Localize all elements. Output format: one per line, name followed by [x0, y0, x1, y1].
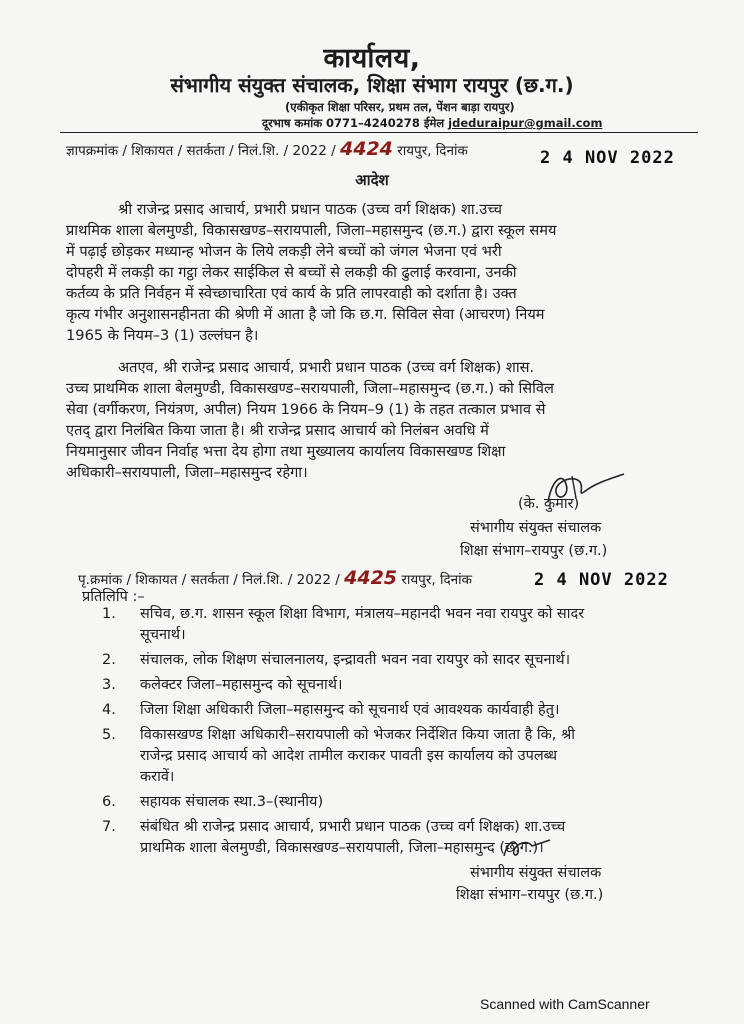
signatory-division: शिक्षा संभाग–रायपुर (छ.ग.) [456, 887, 604, 903]
signatory-designation: संभागीय संयुक्त संचालक [470, 865, 602, 881]
date-stamp: 2 4 NOV 2022 [540, 148, 675, 168]
list-line: प्राथमिक शाला बेलमुण्डी, विकासखण्ड–सरायपाली, जिला–महासमुन्द (छ.ग.)। [140, 840, 544, 856]
signature-scribble-2 [498, 834, 558, 862]
paragraph-line: में पढ़ाई छोड़कर मध्यान्ह भोजन के लिये लकड़ी लेने बच्चों को जंगल भेजना एवं भरी [66, 243, 502, 260]
list-line: सूचनार्थ। [140, 627, 186, 643]
order-paragraph-1 [66, 199, 682, 346]
scanner-watermark: Scanned with CamScanner [480, 996, 650, 1012]
paragraph-line: अतएव, श्री राजेन्द्र प्रसाद आचार्य, प्रभारी प्रधान पाठक (उच्च वर्ग शिक्षक) शास. [118, 359, 535, 376]
list-number: 5. [102, 727, 116, 743]
list-line: संचालक, लोक शिक्षण संचालनालय, इन्द्रावती भवन नवा रायपुर को सादर सूचनार्थ। [140, 652, 571, 668]
office-heading: कार्यालय, [323, 43, 421, 74]
date-stamp: 2 4 NOV 2022 [534, 570, 669, 590]
signatory-designation: संभागीय संयुक्त संचालक [470, 520, 602, 536]
signatory-division: शिक्षा संभाग–रायपुर (छ.ग.) [460, 543, 608, 559]
paragraph-line: अधिकारी–सरायपाली, जिला–महासमुन्द रहेगा। [66, 464, 308, 481]
list-line: संबंधित श्री राजेन्द्र प्रसाद आचार्य, प्रभारी प्रधान पाठक (उच्च वर्ग शिक्षक) शा.उच्च [140, 819, 566, 835]
list-number: 2. [102, 652, 116, 668]
list-line: राजेन्द्र प्रसाद आचार्य को आदेश तामील कराकर पावती इस कार्यालय को उपलब्ध [140, 748, 558, 764]
copy-label: प्रतिलिपि :– [82, 589, 145, 605]
paragraph-line: उच्च प्राथमिक शाला बेलमुण्डी, विकासखण्ड–सरायपाली, जिला–महासमुन्द (छ.ग.) को सिविल [66, 380, 554, 397]
paragraph-line: सेवा (वर्गीकरण, नियंत्रण, अपील) नियम 1966 के नियम–9 (1) के तहत तत्काल प्रभाव से [66, 401, 546, 418]
office-title: संभागीय संयुक्त संचालक, शिक्षा संभाग रायपुर (छ.ग.) [170, 73, 574, 97]
paragraph-line: एतद् द्वारा निलंबित किया जाता है। श्री राजेन्द्र प्रसाद आचार्य को निलंबन अवधि में [66, 422, 489, 439]
place-date-label: रायपुर, दिनांक [397, 143, 468, 159]
phone-line: दूरभाष कमांक 0771–4240278 ईमेल [262, 116, 445, 130]
list-number: 4. [102, 702, 116, 718]
list-number: 7. [102, 819, 116, 835]
list-line: सहायक संचालक स्था.3–(स्थानीय) [140, 794, 324, 810]
place-date-label: रायपुर, दिनांक [401, 572, 472, 588]
reference-line-1 [66, 138, 468, 160]
list-line: सचिव, छ.ग. शासन स्कूल शिक्षा विभाग, मंत्रालय–महानदी भवन नवा रायपुर को सादर [140, 606, 585, 622]
list-line: कलेक्टर जिला–महासमुन्द को सूचनार्थ। [140, 677, 343, 693]
list-item [102, 700, 682, 721]
paragraph-line: श्री राजेन्द्र प्रसाद आचार्य, प्रभारी प्रधान पाठक (उच्च वर्ग शिक्षक) शा.उच्च [118, 201, 503, 218]
paragraph-line: प्राथमिक शाला बेलमुण्डी, विकासखण्ड–सरायपाली, जिला–महासमुन्द (छ.ग.) द्वारा स्कूल समय [66, 222, 557, 239]
list-item [102, 650, 682, 671]
list-item [102, 675, 682, 696]
office-address: (एकीकृत शिक्षा परिसर, प्रथम तल, पेंशन बाड़ा रायपुर) [285, 100, 515, 114]
reference-prefix: पृ.क्रमांक / शिकायत / सतर्कता / निलं.शि. / 2022 / [78, 572, 340, 588]
paragraph-line: 1965 के नियम–3 (1) उल्लंघन है। [66, 327, 259, 344]
list-item [102, 817, 682, 859]
reference-prefix: ज्ञापक्रमांक / शिकायत / सतर्कता / निलं.शि. / 2022 / [66, 143, 336, 159]
handwritten-number: 4425 [344, 567, 398, 589]
list-line: करावें। [140, 769, 175, 785]
list-line: जिला शिक्षा अधिकारी जिला–महासमुन्द को सूचनार्थ एवं आवश्यक कार्यवाही हेतु। [140, 702, 560, 718]
copy-list [102, 604, 682, 863]
handwritten-number: 4424 [340, 138, 393, 160]
paragraph-line: कृत्य गंभीर अनुशासनहीनता की श्रेणी में आता है जो कि छ.ग. सिविल सेवा (आचरण) नियम [66, 306, 545, 323]
list-number: 3. [102, 677, 116, 693]
email-address: jdeduraipur@gmail.com [448, 116, 603, 130]
paragraph-line: कर्तव्य के प्रति निर्वहन में स्वेच्छाचारिता एवं कार्य के प्रति लापरवाही को दर्शाता है। उक्त [66, 285, 517, 302]
signatory-name: (के. कुमार) [518, 496, 580, 512]
list-item [102, 604, 682, 646]
list-number: 6. [102, 794, 116, 810]
list-number: 1. [102, 606, 116, 622]
order-title: आदेश [355, 171, 389, 189]
paragraph-line: नियमानुसार जीवन निर्वाह भत्ता देय होगा तथा मुख्यालय कार्यालय विकासखण्ड शिक्षा [66, 443, 506, 460]
list-item [102, 725, 682, 788]
list-item [102, 792, 682, 813]
paragraph-line: दोपहरी में लकड़ी का गट्ठा लेकर साईकिल से बच्चों से लकड़ी की ढुलाई करवाना, उनकी [66, 264, 517, 281]
contact-line [262, 116, 602, 131]
list-line: विकासखण्ड शिक्षा अधिकारी–सरायपाली को भेजकर निर्देशित किया जाता है कि, श्री [140, 727, 576, 743]
header-divider [60, 132, 698, 133]
